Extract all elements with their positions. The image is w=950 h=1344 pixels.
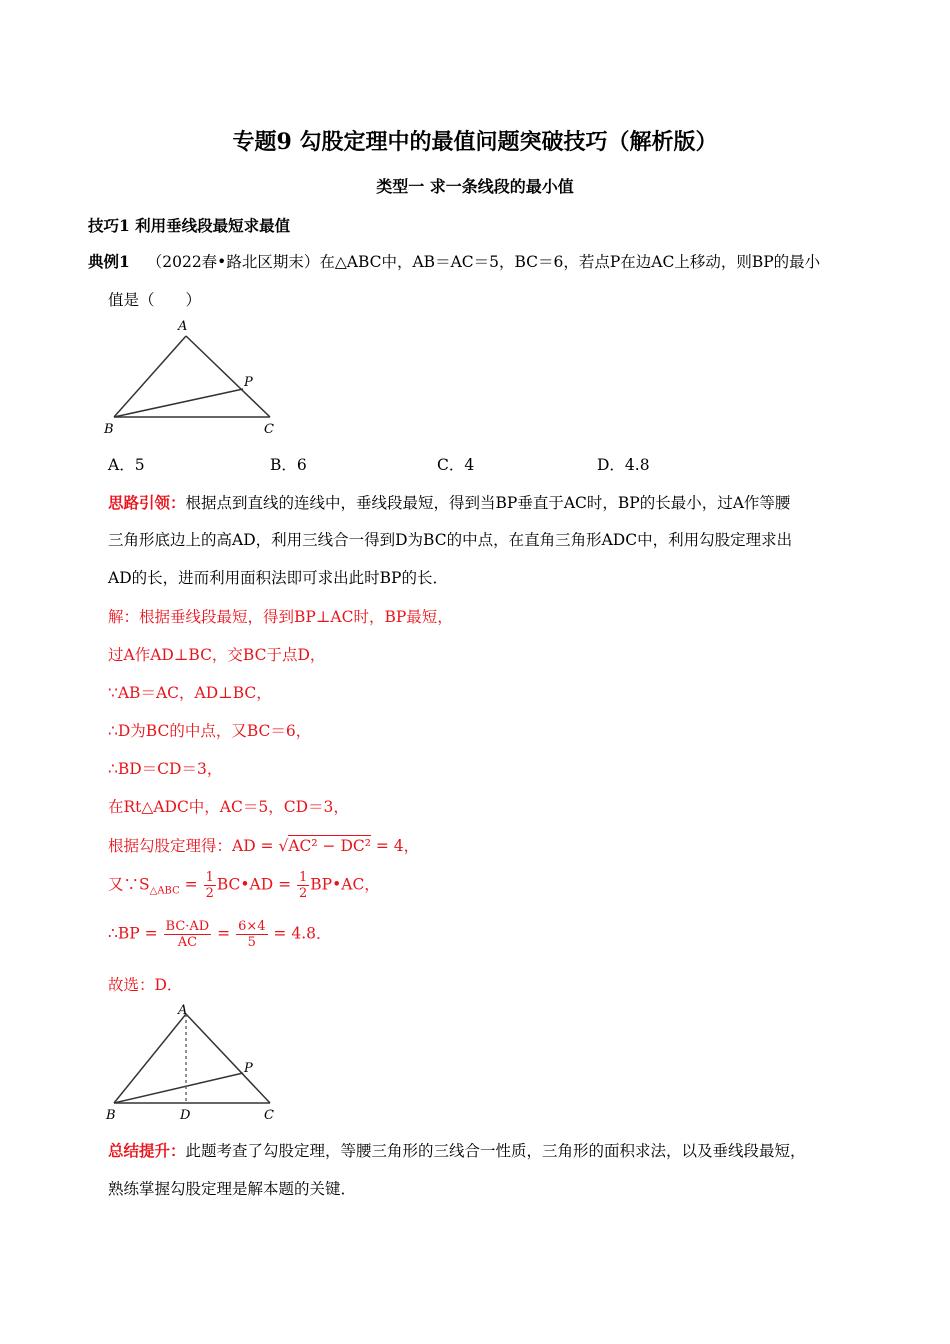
area-subscript: △ABC — [149, 885, 180, 897]
segment-ac-2 — [186, 1014, 270, 1103]
solution-line3: ∵AB＝AC，AD⊥BC， — [108, 684, 272, 702]
bp-fraction-2 — [236, 919, 267, 950]
summary-text1: 此题考查了勾股定理，等腰三角形的三线合一性质，三角形的面积求法，以及垂线段最短， — [185, 1142, 806, 1160]
summary-line1 — [108, 1139, 806, 1161]
area-prefix: 又∵S — [108, 875, 150, 894]
vertex-b-label-2: B — [106, 1108, 116, 1123]
example-question-line1 — [88, 250, 820, 272]
half-denominator-2: 2 — [299, 886, 308, 901]
pythagoras-prefix: 根据勾股定理得：AD = √ — [108, 837, 289, 855]
area-eq1: = — [179, 875, 203, 894]
vertex-b-label: B — [104, 422, 114, 437]
solution-line2: 过A作AD⊥BC，交BC于点D， — [108, 646, 326, 664]
example-question-line2: 值是（ ） — [108, 291, 202, 309]
bp-numerator-2: 6×4 — [238, 919, 266, 934]
idea-line1 — [108, 491, 790, 513]
solution-line10: 故选：D． — [108, 976, 183, 994]
segment-bp — [114, 389, 243, 417]
half-fraction-2 — [297, 870, 309, 901]
summary-line2: 熟练掌握勾股定理是解本题的关键． — [108, 1180, 357, 1198]
segment-ab — [114, 336, 186, 417]
segment-ac — [186, 336, 270, 417]
vertex-c-label-2: C — [264, 1108, 274, 1123]
technique-heading: 技巧1 利用垂线段最短求最值 — [88, 216, 291, 235]
idea-label: 思路引领： — [108, 493, 186, 512]
option-c: C．4 — [437, 456, 475, 474]
half-numerator-2: 1 — [299, 870, 308, 885]
vertex-a-label: A — [178, 319, 188, 334]
solution-line7 — [108, 834, 419, 856]
example-source: （2022春•路北区期末） — [146, 253, 320, 271]
idea-text1: 根据点到直线的连线中，垂线段最短，得到当BP垂直于AC时，BP的长最小，过A作等腰 — [185, 494, 791, 512]
pythagoras-radicand: AC² − DC² — [288, 837, 371, 855]
option-a: A．5 — [108, 456, 145, 474]
bp-numerator-1: BC·AD — [165, 919, 210, 934]
solution-line9 — [108, 919, 332, 950]
idea-line2: 三角形底边上的高AD，利用三线合一得到D为BC的中点，在直角三角形ADC中，利用勾股定理求出 — [108, 531, 793, 549]
bp-denominator-2: 5 — [247, 935, 256, 950]
page-title: 专题9 勾股定理中的最值问题突破技巧（解析版） — [232, 129, 718, 155]
summary-label: 总结提升： — [108, 1141, 186, 1160]
solution-line5: ∴BD＝CD＝3， — [108, 760, 223, 778]
idea-line3: AD的长，进而利用面积法即可求出此时BP的长． — [108, 569, 448, 587]
solution-line8 — [108, 870, 380, 901]
half-denominator-1: 2 — [205, 886, 214, 901]
point-p-label-2: P — [244, 1061, 253, 1076]
segment-bp-2 — [114, 1073, 243, 1103]
bp-prefix: ∴BP = — [108, 924, 163, 943]
half-numerator-1: 1 — [205, 870, 214, 885]
option-b: B．6 — [270, 456, 307, 474]
solution-line1: 解：根据垂线段最短，得到BP⊥AC时，BP最短， — [108, 608, 453, 626]
example-label: 典例1 — [88, 252, 130, 271]
type-heading: 类型一 求一条线段的最小值 — [376, 177, 574, 196]
triangle-figure — [100, 312, 290, 437]
segment-ab-2 — [114, 1014, 186, 1103]
bp-fraction-1 — [164, 919, 212, 950]
area-mid2: BC•AD = — [216, 875, 297, 894]
option-d: D．4.8 — [597, 456, 650, 474]
point-d-label: D — [180, 1108, 191, 1123]
vertex-a-label-2: A — [178, 1003, 188, 1018]
solution-line4: ∴D为BC的中点，又BC＝6， — [108, 722, 312, 740]
point-p-label: P — [244, 375, 253, 390]
half-fraction-1 — [204, 870, 216, 901]
vertex-c-label: C — [264, 422, 274, 437]
solution-line6: 在Rt△ADC中，AC＝5，CD＝3， — [108, 798, 349, 816]
pythagoras-suffix: = 4， — [370, 837, 420, 855]
area-end: BP•AC， — [310, 875, 380, 894]
bp-suffix: = 4.8． — [268, 924, 332, 943]
triangle-figure-with-altitude — [100, 1000, 290, 1125]
bp-eq: = — [212, 924, 236, 943]
example-question: 在△ABC中，AB＝AC＝5，BC＝6，若点P在边AC上移动，则BP的最小 — [319, 253, 821, 271]
bp-denominator-1: AC — [177, 935, 198, 950]
